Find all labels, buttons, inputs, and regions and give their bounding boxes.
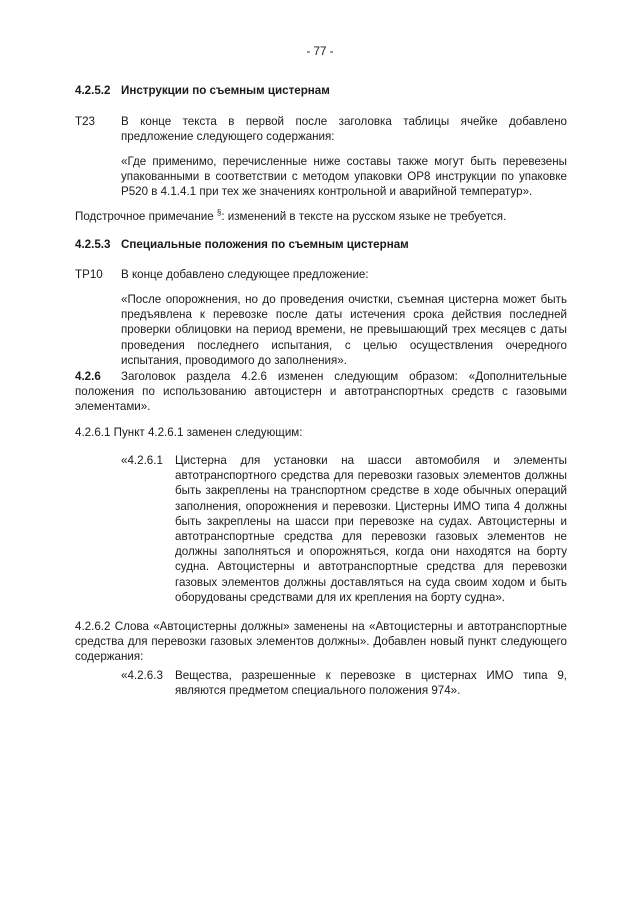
section-4262-text: 4.2.6.2 Слова «Автоцистерны должны» заменены на «Автоцистерны и автотранспортные средства для перевозки газовых элементов должны». Добавлен новый пункт следующего содержания: (75, 620, 567, 664)
section-title: Инструкции по съемным цистернам (121, 84, 330, 97)
quote-number-4261: «4.2.6.1 (121, 454, 163, 467)
item-label-tp10: TP10 (75, 268, 103, 281)
section-heading-4253 (75, 237, 409, 252)
quote-text-4263: Вещества, разрешенные к перевозке в цистернах ИМО типа 9, являются предметом специального положения 974». (175, 669, 567, 698)
item-text-tp10: В конце добавлено следующее предложение: (121, 268, 369, 281)
section-title: Специальные положения по съемным цистернам (121, 238, 409, 251)
section-heading-4252 (75, 83, 330, 98)
section-number: 4.2.5.3 (75, 238, 111, 251)
item-label-t23: T23 (75, 115, 95, 128)
section-426 (75, 369, 567, 415)
page-number: - 77 - (306, 45, 334, 58)
section-number: 4.2.5.2 (75, 84, 111, 97)
section-4261-intro: 4.2.6.1 Пункт 4.2.6.1 заменен следующим: (75, 426, 303, 439)
quote-tp10: «После опорожнения, но до проведения очистки, съемная цистерна может быть предъявлена к перевозке после даты истечения срока действия последней проверки облицовки на период времени, не превышающий трех месяцев с даты проведения последнего испытания, с целью осуществления очередного испытания, проводимого до заполнения». (121, 293, 567, 367)
item-text-t23: В конце текста в первой после заголовка таблицы ячейке добавлено предложение следующего содержания: (121, 115, 567, 144)
quote-text-4261: Цистерна для установки на шасси автомобиля и элементы автотранспортного средства для перевозки газовых элементов должны быть закреплены на транспортном средстве в ходе обычных операций заполнения, опорожнения и перевозки. Цистерны ИМО типа 4 должны быть закреплены на шасси при перевозке на судах. Автоцистерны и автотранспортные средства для перевозки газовых элементов не должны заполняться и опорожняться, когда они находятся на борту судна. Автоцистерны и автотранспортные средства для перевозки газовых элементов должны доставляться на суда своим ходом и быть оборудованы средствами для их крепления на борту судна». (175, 454, 567, 604)
section-426-text: Заголовок раздела 4.2.6 изменен следующим образом: «Дополнительные положения по использованию автоцистерн и автотранспортных средств с газовыми элементами». (75, 370, 567, 414)
footnote-text-before: Подстрочное примечание (75, 210, 217, 223)
quote-t23: «Где применимо, перечисленные ниже составы также могут быть перевезены упакованными в соответствии с методом упаковки OP8 инструкции по упаковке P520 в 4.1.4.1 при тех же значениях контрольной и аварийной температур». (121, 155, 567, 199)
footnote-mark: § (216, 208, 222, 218)
section-number: 4.2.6 (75, 370, 101, 383)
quote-number-4263: «4.2.6.3 (121, 669, 163, 682)
footnote-text-after: : изменений в тексте на русском языке не требуется. (221, 210, 507, 223)
footnote-note (75, 209, 575, 224)
